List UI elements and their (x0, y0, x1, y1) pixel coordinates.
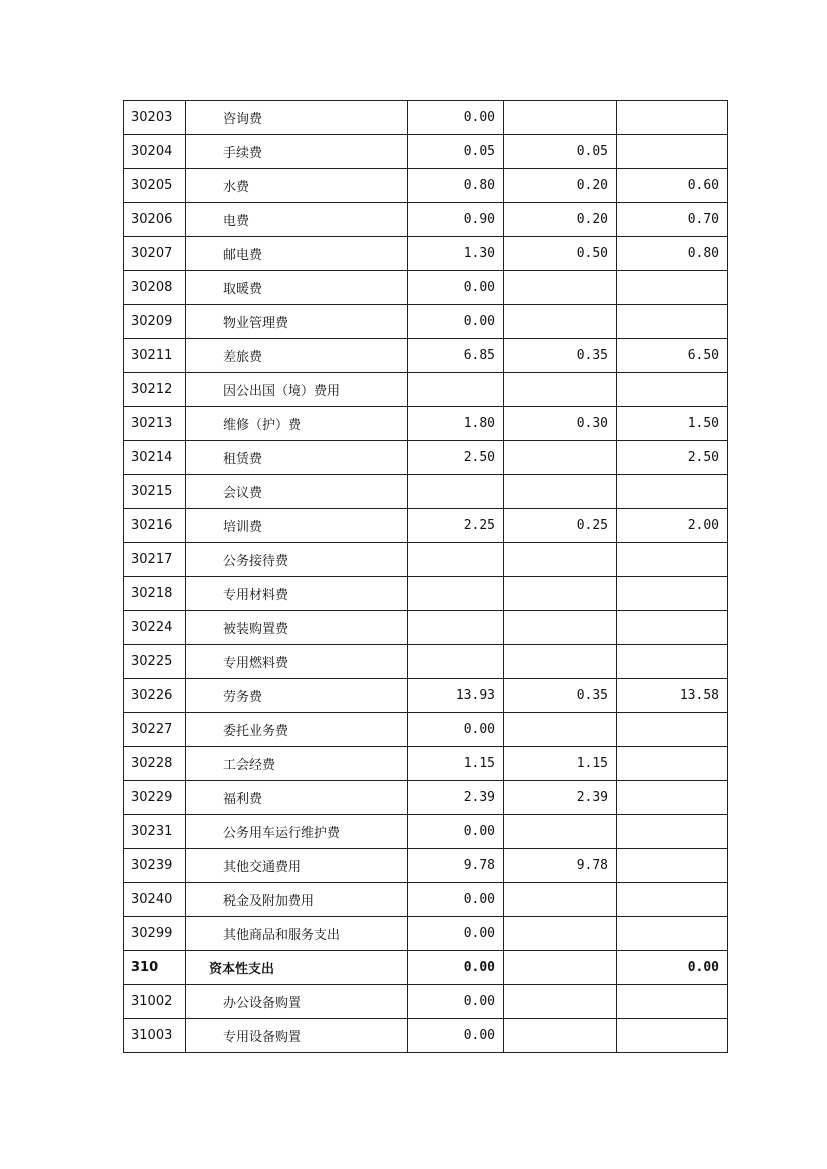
table-row (124, 747, 728, 781)
account-code-cell: 30208 (124, 271, 186, 305)
project-expenditure-cell: 13.58 (617, 679, 728, 713)
basic-expenditure-cell (504, 1019, 617, 1053)
basic-expenditure-cell (504, 951, 617, 985)
project-expenditure-cell (617, 475, 728, 509)
total-amount-cell: 0.00 (408, 815, 504, 849)
account-code-cell: 30213 (124, 407, 186, 441)
project-expenditure-cell (617, 849, 728, 883)
total-amount-cell: 1.80 (408, 407, 504, 441)
account-name-cell: 工会经费 (186, 747, 408, 781)
account-name-cell: 福利费 (186, 781, 408, 815)
account-code-cell: 30206 (124, 203, 186, 237)
table-row (124, 951, 728, 985)
total-amount-cell (408, 543, 504, 577)
project-expenditure-cell (617, 883, 728, 917)
table-row (124, 917, 728, 951)
account-code-cell: 30299 (124, 917, 186, 951)
basic-expenditure-cell: 9.78 (504, 849, 617, 883)
account-name-cell: 委托业务费 (186, 713, 408, 747)
account-code-cell: 30212 (124, 373, 186, 407)
total-amount-cell: 0.00 (408, 985, 504, 1019)
table-row (124, 849, 728, 883)
table-row (124, 271, 728, 305)
table-row (124, 679, 728, 713)
table-body (124, 101, 728, 1053)
account-code-cell: 30226 (124, 679, 186, 713)
table-row (124, 373, 728, 407)
account-name-cell: 电费 (186, 203, 408, 237)
account-code-cell: 30240 (124, 883, 186, 917)
project-expenditure-cell (617, 611, 728, 645)
table-row (124, 883, 728, 917)
project-expenditure-cell: 2.00 (617, 509, 728, 543)
table-row (124, 305, 728, 339)
expenditure-table (123, 100, 728, 1053)
basic-expenditure-cell (504, 917, 617, 951)
basic-expenditure-cell (504, 713, 617, 747)
basic-expenditure-cell: 1.15 (504, 747, 617, 781)
account-name-cell: 邮电费 (186, 237, 408, 271)
table-row (124, 985, 728, 1019)
project-expenditure-cell (617, 985, 728, 1019)
account-code-cell: 30217 (124, 543, 186, 577)
basic-expenditure-cell: 0.30 (504, 407, 617, 441)
project-expenditure-cell: 1.50 (617, 407, 728, 441)
total-amount-cell: 9.78 (408, 849, 504, 883)
account-name-cell: 办公设备购置 (186, 985, 408, 1019)
project-expenditure-cell (617, 747, 728, 781)
account-name-cell: 专用材料费 (186, 577, 408, 611)
basic-expenditure-cell (504, 271, 617, 305)
total-amount-cell: 13.93 (408, 679, 504, 713)
account-code-cell: 30218 (124, 577, 186, 611)
basic-expenditure-cell (504, 101, 617, 135)
account-code-cell: 30205 (124, 169, 186, 203)
basic-expenditure-cell (504, 577, 617, 611)
basic-expenditure-cell (504, 985, 617, 1019)
account-name-cell: 手续费 (186, 135, 408, 169)
total-amount-cell (408, 475, 504, 509)
account-code-cell: 30228 (124, 747, 186, 781)
basic-expenditure-cell: 2.39 (504, 781, 617, 815)
table-row (124, 441, 728, 475)
basic-expenditure-cell (504, 645, 617, 679)
account-name-cell: 公务接待费 (186, 543, 408, 577)
basic-expenditure-cell (504, 815, 617, 849)
total-amount-cell (408, 645, 504, 679)
project-expenditure-cell (617, 577, 728, 611)
account-name-cell: 租赁费 (186, 441, 408, 475)
account-code-cell: 30225 (124, 645, 186, 679)
total-amount-cell (408, 373, 504, 407)
total-amount-cell (408, 577, 504, 611)
total-amount-cell: 2.25 (408, 509, 504, 543)
table-row (124, 781, 728, 815)
table-row (124, 339, 728, 373)
project-expenditure-cell (617, 271, 728, 305)
project-expenditure-cell (617, 135, 728, 169)
account-name-cell: 会议费 (186, 475, 408, 509)
account-code-cell: 30239 (124, 849, 186, 883)
account-code-cell: 30231 (124, 815, 186, 849)
table-row (124, 611, 728, 645)
total-amount-cell: 0.00 (408, 305, 504, 339)
table-row (124, 577, 728, 611)
account-code-cell: 30216 (124, 509, 186, 543)
account-name-cell: 咨询费 (186, 101, 408, 135)
account-name-cell: 培训费 (186, 509, 408, 543)
account-code-cell: 30209 (124, 305, 186, 339)
project-expenditure-cell (617, 781, 728, 815)
table-row (124, 169, 728, 203)
project-expenditure-cell (617, 543, 728, 577)
basic-expenditure-cell: 0.20 (504, 169, 617, 203)
total-amount-cell (408, 611, 504, 645)
project-expenditure-cell: 2.50 (617, 441, 728, 475)
project-expenditure-cell (617, 101, 728, 135)
total-amount-cell: 0.00 (408, 883, 504, 917)
table-row (124, 135, 728, 169)
account-name-cell: 差旅费 (186, 339, 408, 373)
account-name-cell: 取暖费 (186, 271, 408, 305)
project-expenditure-cell (617, 305, 728, 339)
account-name-cell: 专用燃料费 (186, 645, 408, 679)
account-name-cell: 专用设备购置 (186, 1019, 408, 1053)
account-name-cell: 劳务费 (186, 679, 408, 713)
account-name-cell: 其他商品和服务支出 (186, 917, 408, 951)
total-amount-cell: 2.50 (408, 441, 504, 475)
account-code-cell: 30224 (124, 611, 186, 645)
table-row (124, 509, 728, 543)
basic-expenditure-cell: 0.35 (504, 679, 617, 713)
project-expenditure-cell: 0.00 (617, 951, 728, 985)
total-amount-cell: 0.00 (408, 1019, 504, 1053)
total-amount-cell: 6.85 (408, 339, 504, 373)
account-name-cell: 公务用车运行维护费 (186, 815, 408, 849)
basic-expenditure-cell (504, 543, 617, 577)
basic-expenditure-cell: 0.50 (504, 237, 617, 271)
total-amount-cell: 0.00 (408, 951, 504, 985)
account-name-cell: 被装购置费 (186, 611, 408, 645)
account-name-cell: 资本性支出 (186, 951, 408, 985)
account-code-cell: 30204 (124, 135, 186, 169)
account-name-cell: 税金及附加费用 (186, 883, 408, 917)
basic-expenditure-cell (504, 305, 617, 339)
total-amount-cell: 0.00 (408, 271, 504, 305)
project-expenditure-cell (617, 1019, 728, 1053)
project-expenditure-cell: 0.80 (617, 237, 728, 271)
project-expenditure-cell (617, 815, 728, 849)
table-row (124, 101, 728, 135)
total-amount-cell: 0.00 (408, 917, 504, 951)
project-expenditure-cell: 0.70 (617, 203, 728, 237)
project-expenditure-cell: 6.50 (617, 339, 728, 373)
total-amount-cell: 2.39 (408, 781, 504, 815)
total-amount-cell: 0.05 (408, 135, 504, 169)
project-expenditure-cell (617, 373, 728, 407)
account-code-cell: 30211 (124, 339, 186, 373)
account-code-cell: 30207 (124, 237, 186, 271)
total-amount-cell: 1.30 (408, 237, 504, 271)
account-code-cell: 30214 (124, 441, 186, 475)
account-name-cell: 因公出国（境）费用 (186, 373, 408, 407)
total-amount-cell: 0.00 (408, 713, 504, 747)
basic-expenditure-cell (504, 373, 617, 407)
total-amount-cell: 0.90 (408, 203, 504, 237)
table-row (124, 407, 728, 441)
table-row (124, 815, 728, 849)
basic-expenditure-cell: 0.25 (504, 509, 617, 543)
account-name-cell: 水费 (186, 169, 408, 203)
table-row (124, 543, 728, 577)
table-row (124, 475, 728, 509)
basic-expenditure-cell: 0.05 (504, 135, 617, 169)
account-code-cell: 31003 (124, 1019, 186, 1053)
table-row (124, 1019, 728, 1053)
account-code-cell: 30203 (124, 101, 186, 135)
total-amount-cell: 1.15 (408, 747, 504, 781)
table-row (124, 203, 728, 237)
account-name-cell: 维修（护）费 (186, 407, 408, 441)
basic-expenditure-cell (504, 883, 617, 917)
account-code-cell: 31002 (124, 985, 186, 1019)
account-code-cell: 30215 (124, 475, 186, 509)
table-row (124, 713, 728, 747)
total-amount-cell: 0.00 (408, 101, 504, 135)
account-code-cell: 30227 (124, 713, 186, 747)
table-row (124, 645, 728, 679)
account-code-cell: 310 (124, 951, 186, 985)
account-name-cell: 物业管理费 (186, 305, 408, 339)
basic-expenditure-cell (504, 475, 617, 509)
project-expenditure-cell (617, 645, 728, 679)
project-expenditure-cell: 0.60 (617, 169, 728, 203)
project-expenditure-cell (617, 917, 728, 951)
account-name-cell: 其他交通费用 (186, 849, 408, 883)
project-expenditure-cell (617, 713, 728, 747)
basic-expenditure-cell (504, 611, 617, 645)
basic-expenditure-cell: 0.35 (504, 339, 617, 373)
basic-expenditure-cell (504, 441, 617, 475)
table-row (124, 237, 728, 271)
total-amount-cell: 0.80 (408, 169, 504, 203)
account-code-cell: 30229 (124, 781, 186, 815)
basic-expenditure-cell: 0.20 (504, 203, 617, 237)
